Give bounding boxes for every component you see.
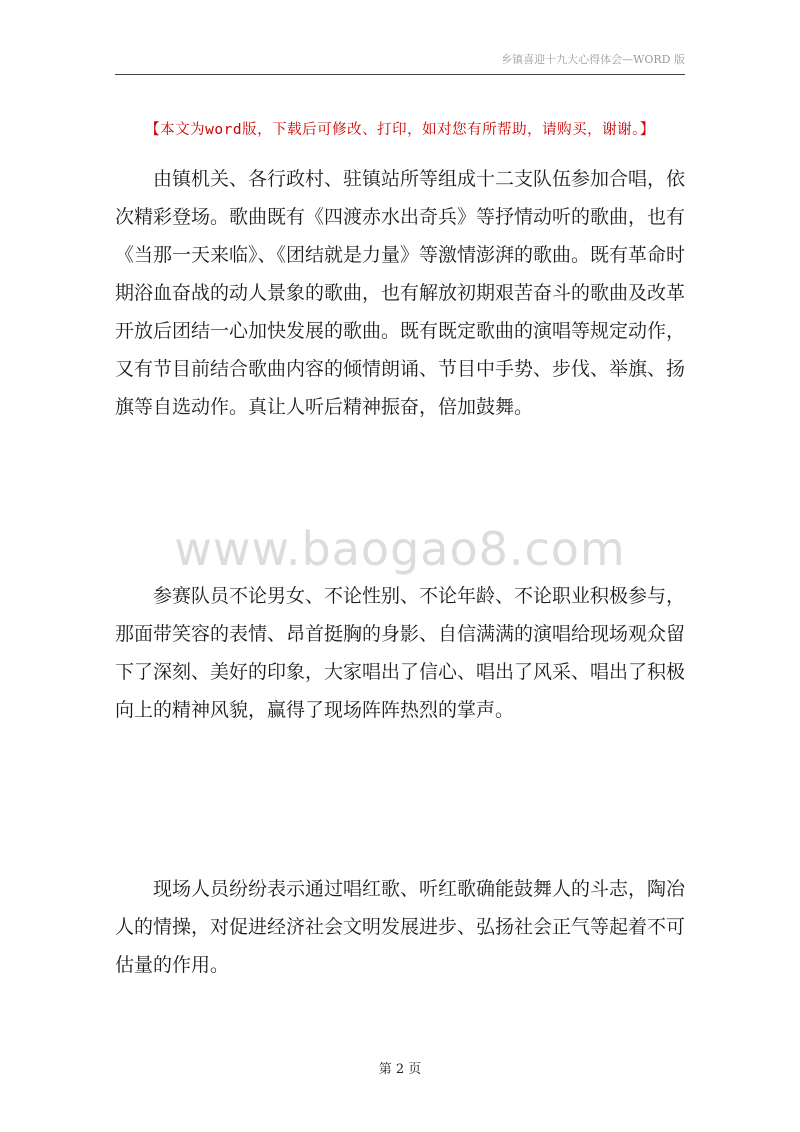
page-number: 第 2 页 (378, 1062, 422, 1077)
download-notice: 【本文为word版，下载后可修改、打印，如对您有所帮助，请购买，谢谢。】 (145, 122, 655, 138)
page-header (115, 52, 685, 75)
site-watermark: www.baogao8.com (174, 522, 626, 576)
header-title: 乡镇喜迎十九大心得体会—WORD 版 (501, 53, 685, 66)
body-paragraph-1: 由镇机关、各行政村、驻镇站所等组成十二支队伍参加合唱，依次精彩登场。歌曲既有《四渡赤水出奇兵》等抒情动听的歌曲，也有《当那一天来临》、《团结就是力量》等激情澎湃的歌曲。既有革命时期浴血奋战的动人景象的歌曲，也有解放初期艰苦奋斗的歌曲及改革开放后团结一心加快发展的歌曲。既有既定歌曲的演唱等规定动作，又有节目前结合歌曲内容的倾情朗诵、节目中手势、步伐、举旗、扬旗等自选动作。真让人听后精神振奋，倍加鼓舞。 (115, 168, 686, 418)
body-paragraph-2: 参赛队员不论男女、不论性别、不论年龄、不论职业积极参与，那面带笑容的表情、昂首挺胸的身影、自信满满的演唱给现场观众留下了深刻、美好的印象，大家唱出了信心、唱出了风采、唱出了积极向上的精神风貌，赢得了现场阵阵热烈的掌声。 (115, 585, 686, 721)
body-paragraph-3: 现场人员纷纷表示通过唱红歌、听红歌确能鼓舞人的斗志，陶冶人的情操，对促进经济社会文明发展进步、弘扬社会正气等起着不可估量的作用。 (115, 878, 686, 976)
page-footer (0, 1058, 800, 1077)
